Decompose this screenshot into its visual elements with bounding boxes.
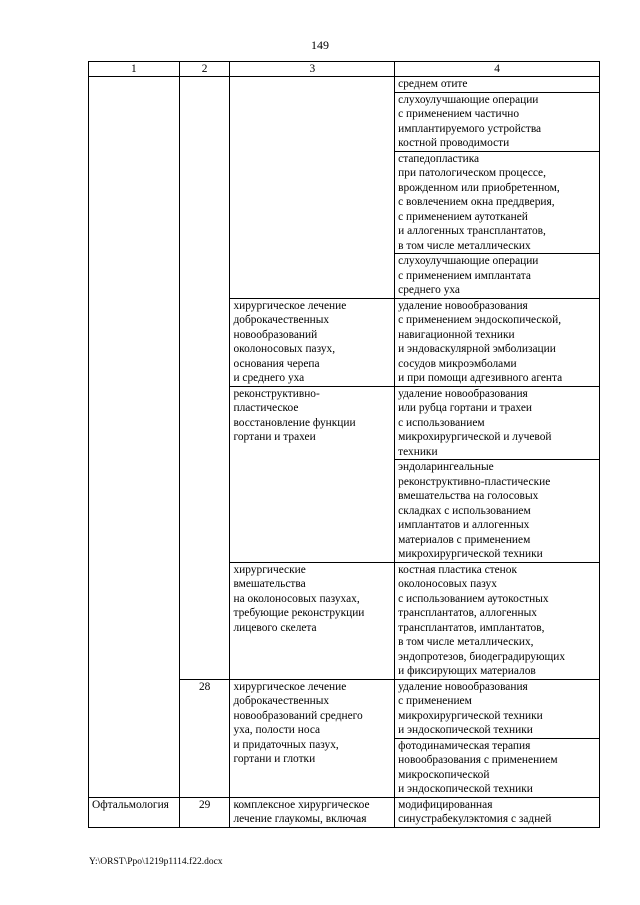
method-cell <box>395 77 600 93</box>
header-col-1: 1 <box>89 62 180 77</box>
method-cell <box>395 92 600 151</box>
method-cell <box>395 386 600 460</box>
text-line: при патологическом процессе, <box>398 167 546 179</box>
text-line: трансплантатов, имплантатов, <box>398 621 545 634</box>
text-line: околоносовых пазух, <box>233 343 336 355</box>
text-line: среднем отите <box>398 78 468 90</box>
footer-file-path: Y:\ORST\Ppo\1219p1114.f22.docx <box>89 857 223 867</box>
page-number: 149 <box>311 38 329 52</box>
text-line: микрохирургической техники <box>398 548 543 560</box>
text-line: вмешательства на голосовых <box>398 490 539 502</box>
text-line: складках с использованием <box>398 504 531 517</box>
text-line: навигационной техники <box>398 328 515 341</box>
text-line: слухоулучшающие операции <box>398 93 539 106</box>
text-line: костной проводимости <box>398 137 510 149</box>
text-line: и эндоскопической техники <box>398 783 533 795</box>
text-line: пластическое <box>233 402 299 414</box>
method-cell <box>395 298 600 386</box>
table-header-row <box>89 62 600 77</box>
text-line: восстановление функции <box>233 416 356 429</box>
procedure-cell <box>230 77 395 299</box>
text-line: лицевого скелета <box>233 621 317 634</box>
header-col-4: 4 <box>395 62 600 77</box>
text-line: требующие реконструкции <box>233 607 365 619</box>
text-line: вмешательства <box>233 578 306 590</box>
text-line: хирургическое лечение <box>233 299 347 312</box>
header-col-3: 3 <box>230 62 395 77</box>
text-line: новообразований <box>233 328 318 341</box>
text-line: с применением имплантата <box>398 269 531 282</box>
method-cell <box>395 679 600 738</box>
text-line: новообразования с применением <box>398 754 558 766</box>
text-line: микрохирургической и лучевой <box>398 431 552 443</box>
text-line: костная пластика стенок <box>398 563 518 576</box>
text-line: техники <box>398 445 438 458</box>
text-line: хирургические <box>233 563 306 576</box>
text-line: удаление новообразования <box>398 680 528 693</box>
text-line: имплантатов и аллогенных <box>398 519 530 531</box>
table-row <box>89 797 600 827</box>
text-line: микроскопической <box>398 768 490 781</box>
text-line: лечение глаукомы, включая <box>233 813 367 825</box>
text-line: фотодинамическая терапия <box>398 739 531 752</box>
text-line: в том числе металлических <box>398 239 531 252</box>
text-line: и фиксирующих материалов <box>398 665 536 677</box>
text-line: в том числе металлических, <box>398 636 534 648</box>
text-line: материалов с применением <box>398 533 531 546</box>
text-line: комплексное хирургическое <box>233 798 370 811</box>
specialty-cell <box>89 77 180 798</box>
text-line: удаление новообразования <box>398 299 528 312</box>
text-line: реконструктивно- <box>233 387 320 400</box>
method-cell <box>395 460 600 563</box>
procedure-cell <box>230 386 395 562</box>
text-line: удаление новообразования <box>398 387 528 400</box>
text-line: эндопротезов, биодеградирующих <box>398 650 566 663</box>
text-line: с применением частично <box>398 108 520 120</box>
text-line: с применением эндоскопической, <box>398 314 562 326</box>
text-line: и среднего уха <box>233 372 305 384</box>
procedure-cell <box>230 797 395 827</box>
method-cell <box>395 254 600 299</box>
text-line: микрохирургической техники <box>398 709 543 722</box>
procedure-cell <box>230 679 395 797</box>
text-line: доброкачественных <box>233 314 330 326</box>
text-line: с вовлечением окна преддверия, <box>398 196 555 208</box>
text-line: доброкачественных <box>233 695 330 707</box>
text-line: синустрабекулэктомия с задней <box>398 813 552 825</box>
group-number-cell: 28 <box>179 679 230 797</box>
text-line: модифицированная <box>398 798 493 811</box>
text-line: с применением <box>398 695 472 707</box>
procedure-cell <box>230 298 395 386</box>
procedure-cell <box>230 562 395 679</box>
text-line: стапедопластика <box>398 152 480 165</box>
text-line: сосудов микроэмболами <box>398 357 517 370</box>
text-line: и аллогенных трансплантатов, <box>398 225 546 237</box>
text-line: околоносовых пазух <box>398 578 497 590</box>
text-line: и при помощи адгезивного агента <box>398 372 563 384</box>
text-line: хирургическое лечение <box>233 680 347 693</box>
text-line: основания черепа <box>233 357 320 370</box>
text-line: трансплантатов, аллогенных <box>398 607 537 619</box>
method-cell <box>395 151 600 254</box>
text-line: и эндоскопической техники <box>398 724 533 736</box>
document-table <box>88 61 600 828</box>
text-line: на околоносовых пазухах, <box>233 592 360 605</box>
text-line: или рубца гортани и трахеи <box>398 402 532 414</box>
specialty-cell: Офтальмология <box>89 797 180 827</box>
text-line: новообразований среднего <box>233 709 363 722</box>
text-line: слухоулучшающие операции <box>398 255 539 267</box>
text-line: врожденном или приобретенном, <box>398 181 560 194</box>
text-line: уха, полости носа <box>233 724 321 736</box>
text-line: и эндоваскулярной эмболизации <box>398 343 556 355</box>
group-number-cell <box>179 77 230 680</box>
text-line: с использованием аутокостных <box>398 592 549 605</box>
text-line: гортани и трахеи <box>233 431 316 443</box>
text-line: и придаточных пазух, <box>233 738 339 751</box>
text-line: реконструктивно-пластические <box>398 475 551 488</box>
header-col-2: 2 <box>179 62 230 77</box>
text-line: эндоларингеальные <box>398 461 494 473</box>
text-line: с использованием <box>398 416 485 429</box>
method-cell <box>395 738 600 797</box>
group-number-cell: 29 <box>179 797 230 827</box>
text-line: среднего уха <box>398 284 460 296</box>
method-cell <box>395 562 600 679</box>
text-line: имплантируемого устройства <box>398 122 542 135</box>
text-line: гортани и глотки <box>233 753 316 765</box>
method-cell <box>395 797 600 827</box>
table-row <box>89 77 600 93</box>
text-line: с применением аутотканей <box>398 210 528 223</box>
